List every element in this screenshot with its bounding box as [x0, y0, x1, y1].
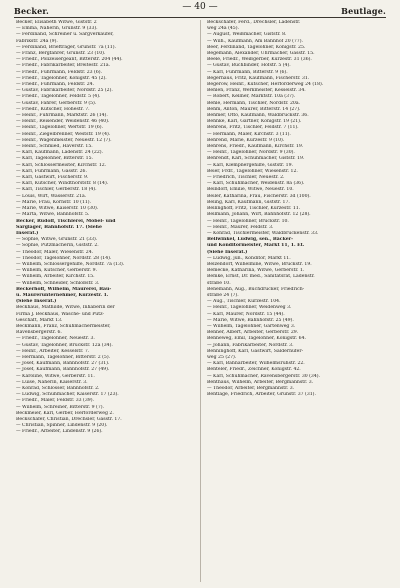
directory-entry: — Karl, Fuhrmann, Bitterstr. 9 (6).: [207, 69, 288, 75]
directory-entry: — Sophie, Putzmacherin, Giststr. 2.: [16, 243, 99, 249]
directory-entry: Benneweg, Emil, Tagelöhner, Königstr. 64.: [207, 336, 306, 342]
directory-entry: weg 25 (27).: [207, 354, 237, 360]
directory-entry: Bellinghoff, Fritz, Tischler, Kurzestr. 11.: [207, 206, 301, 212]
directory-entry: — Heinr., Tagelöhner, Weidenweg 3.: [207, 305, 292, 311]
directory-entry: Ravensbergerstr. 6.: [16, 330, 62, 336]
directory-entry: Bemke, Ernst, Dr. med., Sanitätsrat, Ladenstr.: [207, 274, 315, 280]
directory-entry: u. Maurerunternehmer, Kurzestr. 1.: [16, 292, 109, 298]
directory-entry: — Theodor, Maler, Wiesenstr. 24.: [16, 249, 94, 255]
directory-entry: — Heinr., Arbeiter, Kesselstr. 7.: [16, 348, 90, 354]
directory-entry: — Heinr., Fuhrmann, Marktstr. 26 (14).: [16, 113, 108, 119]
directory-entry: — Theodor, Tagelöhner, Nordstr. 28 (14).: [16, 255, 112, 261]
directory-entry: — Karl, Bahnarbeiter, Wilhelmsruhstr. 22.: [207, 361, 305, 367]
directory-entry: Behle, Hermann, Tischler, Nordstr. 20a.: [207, 100, 301, 106]
directory-entry: — Friedr., Arbeiter, Lindenstr. 9 (26).: [16, 429, 103, 435]
directory-entry: Behlen, Franz, Werkmeister, Kesselstr. 34.: [207, 88, 306, 94]
directory-entry: Beier, Frdr., Tagelöhner, Wiesenstr. 12.: [207, 168, 298, 174]
directory-entry: Bemecke, Katharina, Witwe, Gerberstr. 1.: [207, 268, 305, 274]
directory-entry: Benthaus, Wilhelm, Arbeiter, Bergmannstr. 3.: [207, 379, 314, 385]
directory-entry: — Wilhelm, Kutscher, Gerberstr. 9.: [16, 268, 98, 274]
directory-entry: — Luise, Näherin, Kaiserstr. 3.: [16, 379, 88, 385]
directory-entry: Bellwinkel, Ludwig, sen., Bäcker-: [207, 237, 294, 243]
directory-entry: — Karl, Tagelöhner, Bitterstr. 15.: [16, 156, 93, 162]
directory-entry: Behm, Anton, Maurer, Bitterstr. 14 (27).: [207, 106, 301, 112]
directory-entry: und Konditormeister, Markt 11, 1. Et.: [207, 243, 305, 249]
directory-entry: Becker, Elisabeth Witwe, Giststr. 2: [16, 20, 97, 25]
page-number: — 40 —: [182, 2, 218, 12]
header-last-name: Beutlage.: [341, 6, 386, 16]
directory-entry: — Gustav, Fabrikarbeiter, Nordstr. 25 (2).: [16, 88, 113, 94]
directory-entry: Beckschäfer, Ferd., Drechsler, Ladenstr.: [207, 20, 301, 25]
directory-entry: — Karl, Schuhmacher, Ravensbergerstr. 30 (34).: [207, 373, 321, 379]
directory-entry: — Josef, Kaufmann, Bahnhofstr. 27 (31).: [16, 361, 110, 367]
directory-entry: Behrens, Friedr., Kaufmann, Kirchstr. 19.: [207, 144, 304, 150]
directory-entry: — Heinr., Tagelöhner, Nordstr. 9 (30).: [207, 150, 295, 156]
directory-entry: — Karl, Kutscher, Windthorststr. 8 (14).: [16, 181, 109, 187]
directory-entry: Belzendorf, Wilhelmine, Witwe, Brückstr. 19.: [207, 261, 312, 267]
directory-entry: Bentlage, Friedrich, Arbeiter, Grünstr. 37 (31).: [207, 392, 316, 398]
directory-entry: Firma J. Beckhaus, Wäsche- und Putz-: [16, 311, 105, 317]
directory-entry: — Heinr., Tagelöhner, Brückstr. 10.: [207, 218, 289, 224]
page-header: [14, 2, 386, 18]
directory-entry: Beckmeier, Karl, Gerber, Herforderweg 2.: [16, 410, 114, 416]
directory-entry: — Friedr., Fuhrmann, Feldstr. 23 (6).: [16, 69, 103, 75]
directory-entry: — Sophie, Witwe, Grünstr. 21 (33).: [16, 237, 98, 243]
directory-entry: — Karl, Klempnergehilfe, Giststr. 19.: [207, 162, 293, 168]
directory-entry: — Karl, Maurer, Nordstr. 15 (44).: [207, 311, 285, 317]
directory-entry: Beer, Ferdinand, Tagelöhner, Königstr. 25.: [207, 44, 306, 50]
directory-entry: — Christian, Spinner, Lindenstr. 9 (20).: [16, 423, 108, 429]
directory-entry: (Siehe Inserat.): [16, 299, 57, 305]
directory-entry: — Theodor, Arbeiter, Bergmannstr. 3.: [207, 385, 295, 391]
directory-entry: Benteler, Friedr., Zeichner, Königstr. 42.: [207, 367, 301, 373]
directory-entry: Beindorf, Emilie, Witwe, Neuestr. 10.: [207, 187, 294, 193]
directory-entry: — Emma, Näherin, Grünstr. 9 (33).: [16, 26, 98, 32]
directory-entry: — Heinr., Maurer, Feldstr. 3.: [207, 224, 274, 230]
header-rule: [14, 17, 386, 18]
directory-entry: — Friedr., Maler, Feldstr. 33 (39).: [16, 398, 94, 404]
header-first-name: Becker.: [14, 6, 50, 16]
directory-entry: Beiler, Katharina, Frau, Fischerstr. 3d (100).: [207, 193, 311, 199]
directory-entry: — Robert, Kellner, Marktstr. 10a (37).: [207, 94, 296, 100]
directory-entry: Behnke, Karl, Gärtner, Königstr. 19 (21).: [207, 119, 302, 125]
directory-entry: Behrens, Fritz, Tischler, Feldstr. 7 (11).: [207, 125, 299, 131]
directory-entry: — Heinr., Tagelöhner, Wertstr. 19 (6).: [16, 125, 104, 131]
directory-entry: — Ludwig, jun., Konditor, Markt 11.: [207, 255, 291, 261]
directory-entry: — Wilhelm, Tagelöhner, Gartenweg 3.: [207, 323, 296, 329]
directory-entry: — Marie, Witwe, Bahnhofstr. 25 (49).: [207, 317, 294, 323]
directory-entry: — Friedr., Tagelöhner, Neuestr. 3.: [16, 336, 95, 342]
directory-entry: — Aug., Tischler, Kurzestr. 104.: [207, 299, 281, 305]
directory-entry: weg 24a (45).: [207, 26, 239, 32]
directory-entry: — Louis, Wirt, Wasserstr. 21a.: [16, 193, 87, 199]
directory-entry: — Gustav, Tagelöhner, Brückstr. 12a (34).: [16, 342, 113, 348]
directory-entry: Begerhaus, Fritz, Kaufmann, Fischerstr. 31.: [207, 75, 310, 81]
directory-entry: — Karl, Tischler, Gerberstr. 18 (4).: [16, 187, 97, 193]
directory-entry: — Gustav, Fahrer, Gerberstr. 9 (5).: [16, 100, 97, 106]
directory-entry: — Friedrich, Tischler, Neuestr. 2.: [207, 175, 285, 181]
directory-entry: — Hermann, Maler, Kirchstr. 3 (11).: [207, 131, 291, 137]
directory-entry: Becker, Rudolf, Tischlerei, Möbel- und: [16, 218, 116, 224]
directory-entry: — Friedr., Fuhrmann, Feldstr. 24.: [16, 82, 95, 88]
directory-entry: — Wilhelm, Schlossergehilfe, Nordstr. 7a (13).: [16, 261, 125, 267]
directory-entry: — Franz, Bergfahrer, Grünstr. 23 (10).: [16, 51, 106, 57]
directory-entry: Benemann, Aug., Buchdrucker, Friedrich-: [207, 286, 305, 292]
column-divider: [200, 20, 201, 582]
directory-entry: — August, Weißmacher, Giststr. 8.: [207, 32, 287, 38]
directory-entry: Beckerhoff, Wilhelm, Maurerei, Bau-: [16, 286, 112, 292]
directory-entry: Behmer, Otto, Kaufmann, Waldbrückstr. 36.: [207, 113, 309, 119]
directory-entry: — Marie, Frau, Kornstr. 10 (11).: [16, 199, 92, 205]
directory-entry: Beckschäfer, Christian, Drechsler, Gasstr. 17.: [16, 417, 122, 422]
directory-entry: straße 10.: [207, 280, 231, 286]
directory-entry: — Wilhelm, Schneider, Schloßstr. 3.: [16, 280, 100, 286]
directory-entry: — Hermann, Tagelöhner, Bitterstr. 2 (5).: [16, 354, 111, 360]
directory-entry: Inserat.): [16, 230, 39, 236]
directory-entry: Beckmann, Franz, Schuhmachermeister,: [16, 323, 111, 329]
right-column: [207, 20, 387, 584]
directory-entry: — Ludwig, Schuhmacher, Kaiserstr. 17 (23).: [16, 392, 119, 398]
directory-entry: — Friedr., Fabrikarbeiter, Breitestr. 21a.: [16, 63, 111, 69]
directory-entry: (Siehe Inserat.): [207, 249, 248, 255]
left-column: [16, 20, 196, 584]
directory-entry: — Friedr., Tagelöhner, Königstr. 45 (2).: [16, 75, 107, 81]
directory-entry: — Karl, Kaufmann, Ladenstr. 24 (22).: [16, 150, 103, 156]
directory-entry: — Wilhelm, Arbeiter, Kirchstr. 15.: [16, 274, 95, 280]
directory-entry: — Wilh., Kaufmann, Am Bahnhof 20 (77).: [207, 38, 303, 44]
directory-entry: — Ferdinand, Schreiner u. Sargverkäufer,: [16, 32, 114, 38]
directory-entry: Beckhaus, Mathilde, Witwe, Inhaberin der: [16, 305, 115, 311]
directory-entry: — Heinr., Wagenmeister, Neuestr. 12 (7).: [16, 137, 112, 143]
directory-entry: Beling, Karl, Kaufmann, Giststr. 17.: [207, 199, 290, 205]
directory-entry: Benner, Albert, Arbeiter, Gerberstr. 29.: [207, 330, 299, 336]
directory-entry: — Karl, Gastwirt, Fischerstr. 9.: [16, 175, 89, 181]
directory-entry: straße 24 (7).: [207, 292, 239, 298]
directory-entry: — Josef, Kaufmann, Bahnhofstr. 27 (49).: [16, 367, 110, 373]
directory-entry: — Konrad, Schlosser, Bahnhofstr. 2.: [16, 385, 100, 391]
directory-entry: — Heinr., Reisender, Weidenstr. 46 (40).: [16, 119, 110, 125]
directory-entry: — Karl, Schuhmacher, Weidenstr. 8a (36).: [207, 181, 305, 187]
directory-entry: Behrendt, Karl, Schuhmacher, Giststr. 19.: [207, 156, 305, 162]
directory-entry: — Heinr., Ziegelbrenner, Weststr. 19 (4).: [16, 131, 111, 137]
directory-entry: — Ferdinand, Briefträger, Grünstr. 7a (11).: [16, 44, 116, 50]
directory-entry: Fabrikstr. 24a (9).: [16, 38, 58, 44]
directory-entry: — Wilhelm, Schreiner, Bitterstr. 9 (7).: [16, 404, 105, 410]
directory-entry: — Heinr., Schmied, Haverstr. 15.: [16, 144, 93, 150]
directory-entry: Bellmann, Johann, Wirt, Bahnhofstr. 12 (28).: [207, 212, 311, 218]
directory-entry: — Johann, Fabrikarbeiter, Nordstr. 3.: [207, 342, 294, 348]
directory-entry: Beele, Friedr., Weißgerber, Kurzestr. 31 (36).: [207, 57, 312, 63]
directory-entry: — Friedr., Polizeisergeant, Bitterstr. 204 (44).: [16, 57, 123, 63]
directory-entry: Begemann, Alexander, Uhrmacher, Gasstr. 15.: [207, 51, 315, 57]
directory-entry: — Friedr., Tagelöhner, Feldstr. 5 (4).: [16, 94, 101, 100]
directory-entry: — Marta, Witwe, Bahnhofstr. 5.: [16, 212, 90, 218]
directory-entry: — Karl, Fuhrmann, Gasstr. 26.: [16, 168, 87, 174]
directory-entry: — Marie, Witwe, Kaiserstr. 10 (30).: [16, 206, 99, 212]
directory-entry: Behrend, Marie, Kurzestr. 9 (10).: [207, 137, 285, 143]
directory-entry: — Karl, Schlossermeister, Kirchstr. 12.: [16, 162, 107, 168]
directory-entry: — Konrad, Tischlermeister, Waldbrückenstr. 33.: [207, 230, 319, 236]
directory-entry: Begerow, Heinr., Kutscher, Herforderweg 24 (18).: [207, 82, 324, 88]
directory-entry: Benninghoff, Karl, Gastwirt, Saldernufer-: [207, 348, 304, 354]
directory-entry: — Friedr., Kutscher, Hohestr. 7.: [16, 106, 90, 112]
directory-entry: Geschäft, Markt 13.: [16, 317, 63, 323]
directory-entry: Sarglager, Bahnhofstr. 17. (Siehe: [16, 224, 102, 230]
directory-entry: — Karoline, Witwe, Gerberstr. 11.: [16, 373, 95, 379]
directory-entry: — Gustav, Buchbinder, Hofstr. 5 (4).: [207, 63, 291, 69]
